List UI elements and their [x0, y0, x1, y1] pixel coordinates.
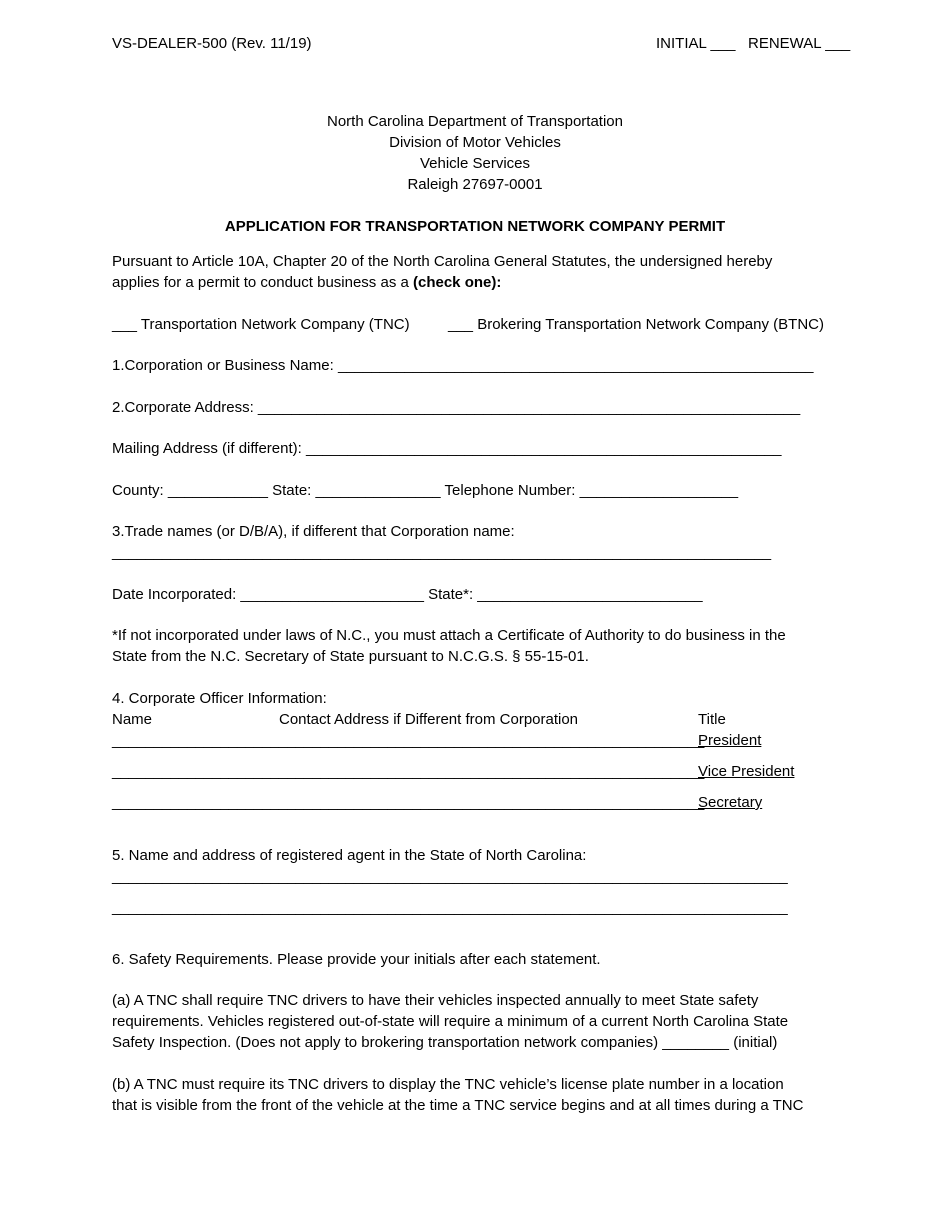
column-name-header: Name: [112, 711, 153, 728]
footnote-line-1: *If not incorporated under laws of N.C., you must attach a Certificate of Authority to do business in the: [112, 627, 786, 644]
officer-title-secretary: Secretary: [698, 794, 763, 811]
safety-heading: 6. Safety Requirements. Please provide your initials after each statement.: [112, 951, 601, 968]
safety-a-line-1: (a) A TNC shall require TNC drivers to have their vehicles inspected annually to meet State safety: [112, 992, 759, 1009]
safety-b-line-2: that is visible from the front of the vehicle at the time a TNC service begins and at all times during a TNC: [112, 1097, 804, 1114]
agent-line-2[interactable]: _________________________________________________________________________________: [112, 899, 788, 916]
agency-line-1: North Carolina Department of Transportation: [327, 113, 623, 130]
footnote-line-2: State from the N.C. Secretary of State pursuant to N.C.G.S. § 55-15-01.: [112, 648, 589, 665]
renewal-checkbox[interactable]: RENEWAL ___: [748, 35, 851, 52]
county-state-phone-fields[interactable]: County: ____________ State: _______________ Telephone Number: ___________________: [112, 482, 739, 499]
column-title-header: Title: [698, 711, 726, 728]
agency-line-2: Division of Motor Vehicles: [389, 134, 561, 151]
intro-line-2: [112, 272, 501, 293]
mailing-address-field[interactable]: Mailing Address (if different): _________________________________________________________: [112, 440, 782, 457]
check-one-label: (check one):: [413, 274, 502, 291]
date-incorporated-field[interactable]: Date Incorporated: ______________________ State*: ___________________________: [112, 586, 703, 603]
safety-a-initial-field[interactable]: Safety Inspection. (Does not apply to brokering transportation network companies) ________ (initial): [112, 1034, 778, 1051]
officer-row-blank[interactable]: _______________________________________________________________________: [112, 732, 705, 749]
tnc-option[interactable]: ___ Transportation Network Company (TNC): [112, 316, 410, 333]
officer-row-blank[interactable]: _______________________________________________________________________: [112, 763, 705, 780]
trade-names-label: 3.Trade names (or D/B/A), if different that Corporation name:: [112, 523, 515, 540]
column-address-header: Contact Address if Different from Corporation: [279, 711, 579, 728]
initial-checkbox[interactable]: INITIAL ___: [656, 35, 736, 52]
corporate-address-field[interactable]: 2.Corporate Address: _________________________________________________________________: [112, 399, 801, 416]
intro-line-2-text: applies for a permit to conduct business as a: [112, 274, 413, 291]
corporation-name-field[interactable]: 1.Corporation or Business Name: _________________________________________________________: [112, 357, 814, 374]
agency-line-3: Vehicle Services: [419, 155, 531, 172]
agent-heading: 5. Name and address of registered agent in the State of North Carolina:: [112, 847, 587, 864]
officer-row-blank[interactable]: _______________________________________________________________________: [112, 794, 705, 811]
agency-line-4: Raleigh 27697-0001: [407, 176, 543, 193]
intro-line-1: Pursuant to Article 10A, Chapter 20 of the North Carolina General Statutes, the undersigned hereby: [112, 253, 773, 270]
form-title: APPLICATION FOR TRANSPORTATION NETWORK COMPANY PERMIT: [224, 218, 726, 235]
form-id: VS-DEALER-500 (Rev. 11/19): [112, 35, 312, 52]
officers-heading: 4. Corporate Officer Information:: [112, 690, 327, 707]
agent-line-1[interactable]: _________________________________________________________________________________: [112, 868, 788, 885]
safety-b-line-1: (b) A TNC must require its TNC drivers to display the TNC vehicle’s license plate number in a location: [112, 1076, 784, 1093]
btnc-option[interactable]: ___ Brokering Transportation Network Company (BTNC): [448, 316, 824, 333]
officer-title-vice-president: Vice President: [698, 763, 795, 780]
officer-title-president: President: [698, 732, 762, 749]
trade-names-field[interactable]: _______________________________________________________________________________: [112, 544, 772, 561]
safety-a-line-2: requirements. Vehicles registered out-of-state will require a minimum of a current North Carolina State: [112, 1013, 789, 1030]
